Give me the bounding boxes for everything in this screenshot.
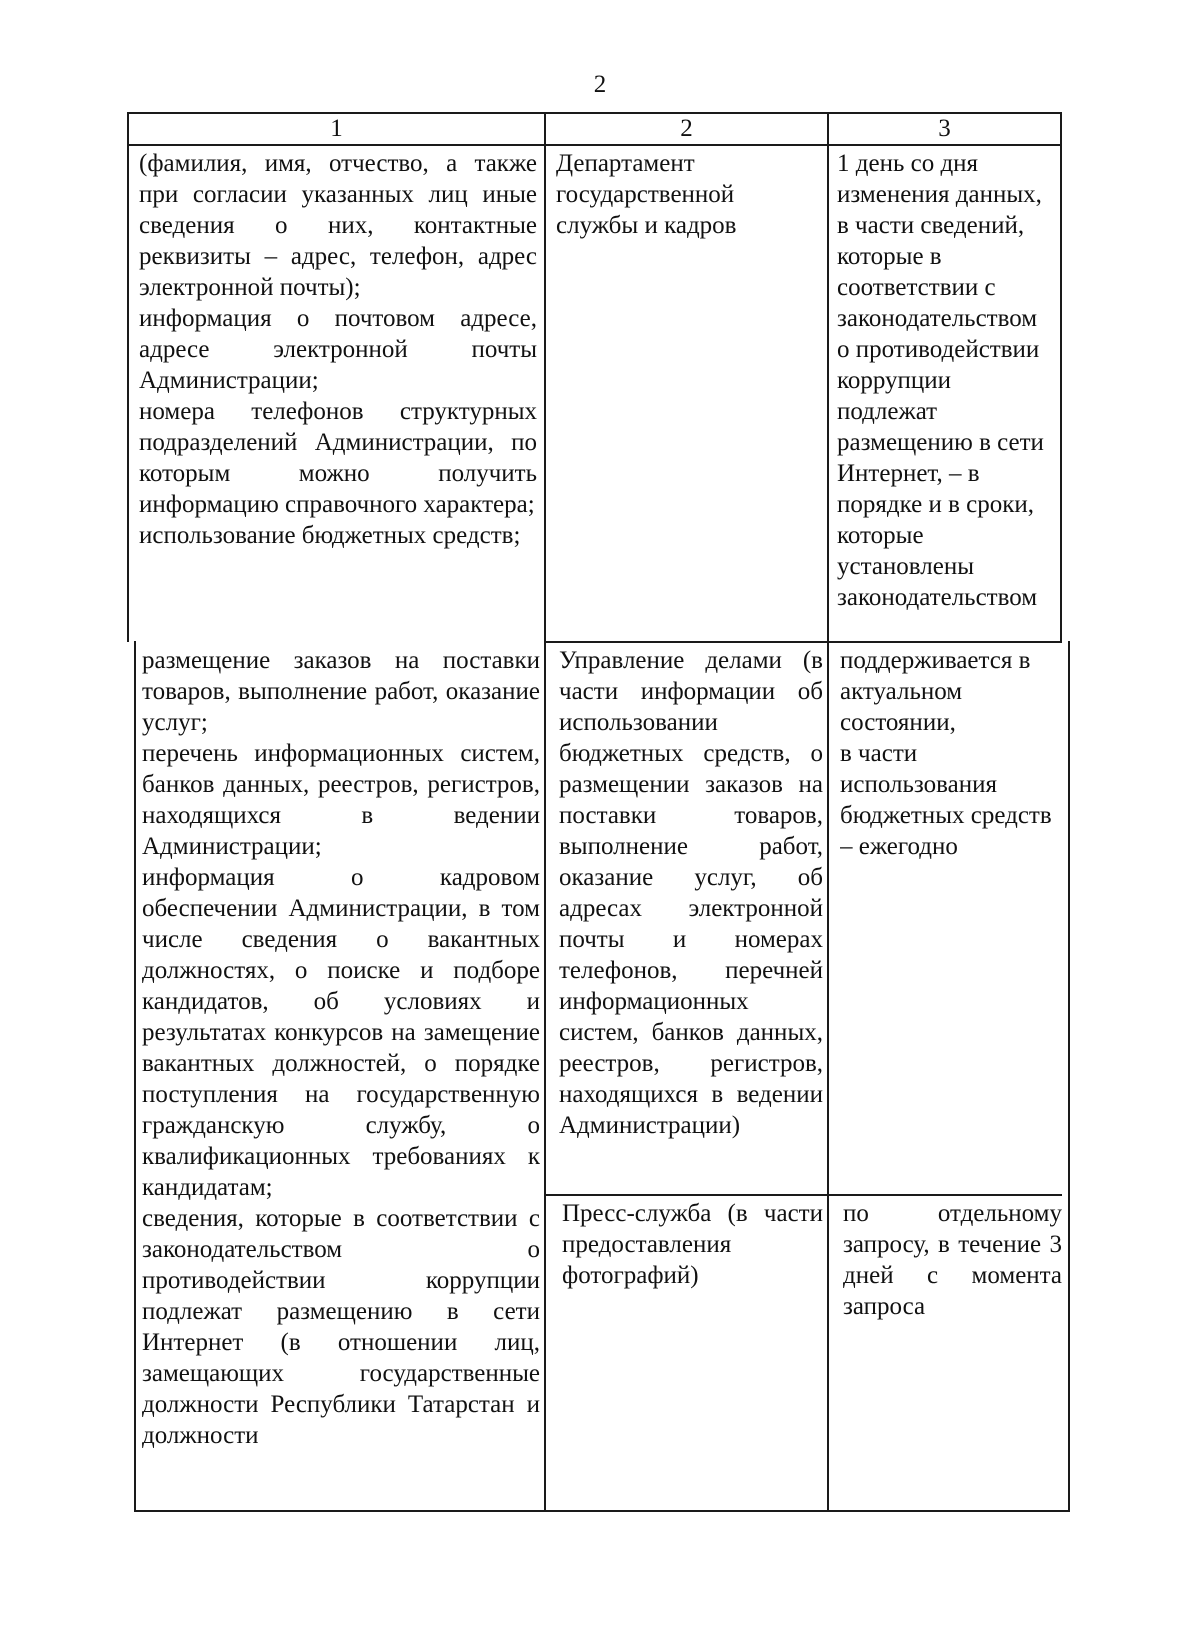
col1-block-a: (фамилия, имя, отчество, а также при согласии указанных лиц иные сведения о них, контактные реквизиты – адрес, телефон, адрес электронной почты); информация о почтовом адресе, адресе электронной почты Администрации; номера телефонов структурных подразделений Администрации, по которым можно получить информацию справочного характера; использование бюджетных средств; <box>139 150 537 549</box>
table-border-right-lower <box>1068 641 1070 1512</box>
col3-row1: 1 день со дня изменения данных, в части сведений, которые в соответствии с законодательством о противодействии коррупции подлежат размещению в сети Интернет, – в порядке и в сроки, которые установлены законодательством <box>837 150 1044 611</box>
table-border-left-lower <box>134 641 136 1512</box>
col2-row2: Управление делами (в части информации об использовании бюджетных средств, о размещении заказов на поставки товаров, выполнение работ, оказание услуг, об адресах электронной почты и номерах телефонов, перечней информационных систем, банков данных, реестров, регистров, находящихся в ведении Администрации) <box>559 647 823 1139</box>
table-border-right <box>1060 112 1062 642</box>
row-divider-2-3 <box>544 641 1062 643</box>
header-divider <box>127 144 1062 146</box>
table-border-left <box>127 112 129 642</box>
col2-row3: Пресс-служба (в части предоставления фотографий) <box>562 1200 823 1289</box>
header-col-3: 3 <box>938 115 951 142</box>
col3-row2: поддерживается в актуальном состоянии, в части использования бюджетных средств – ежегодно <box>840 647 1052 860</box>
col2-row1: Департамент государственной службы и кадров <box>556 150 737 239</box>
page-number: 2 <box>593 71 607 98</box>
header-col-2: 2 <box>680 115 693 142</box>
table-border-bottom <box>134 1510 1070 1512</box>
column-divider-1-2 <box>544 112 546 1512</box>
col1-block-b: размещение заказов на поставки товаров, выполнение работ, оказание услуг; перечень информационных систем, банков данных, реестров, регистров, находящихся в ведении Администрации; информация о кадровом обеспечении Администрации, в том числе сведения о вакантных должностях, о поиске и подборе кандидатов, об условиях и результатах конкурсов на замещение вакантных должностей, о порядке поступления на государственную гражданскую службу, о квалификационных требованиях к кандидатам; сведения, которые в соответствии с законодательством о противодействии коррупции подлежат размещению в сети Интернет (в отношении лиц, замещающих государственные должности Республики Татарстан и должности <box>142 647 540 1449</box>
column-divider-2-3 <box>827 112 829 1512</box>
header-col-1: 1 <box>330 115 343 142</box>
row-divider-2-3b <box>544 1194 1062 1196</box>
col3-row3: по отдельному запросу, в течение 3 дней с момента запроса <box>843 1200 1062 1320</box>
